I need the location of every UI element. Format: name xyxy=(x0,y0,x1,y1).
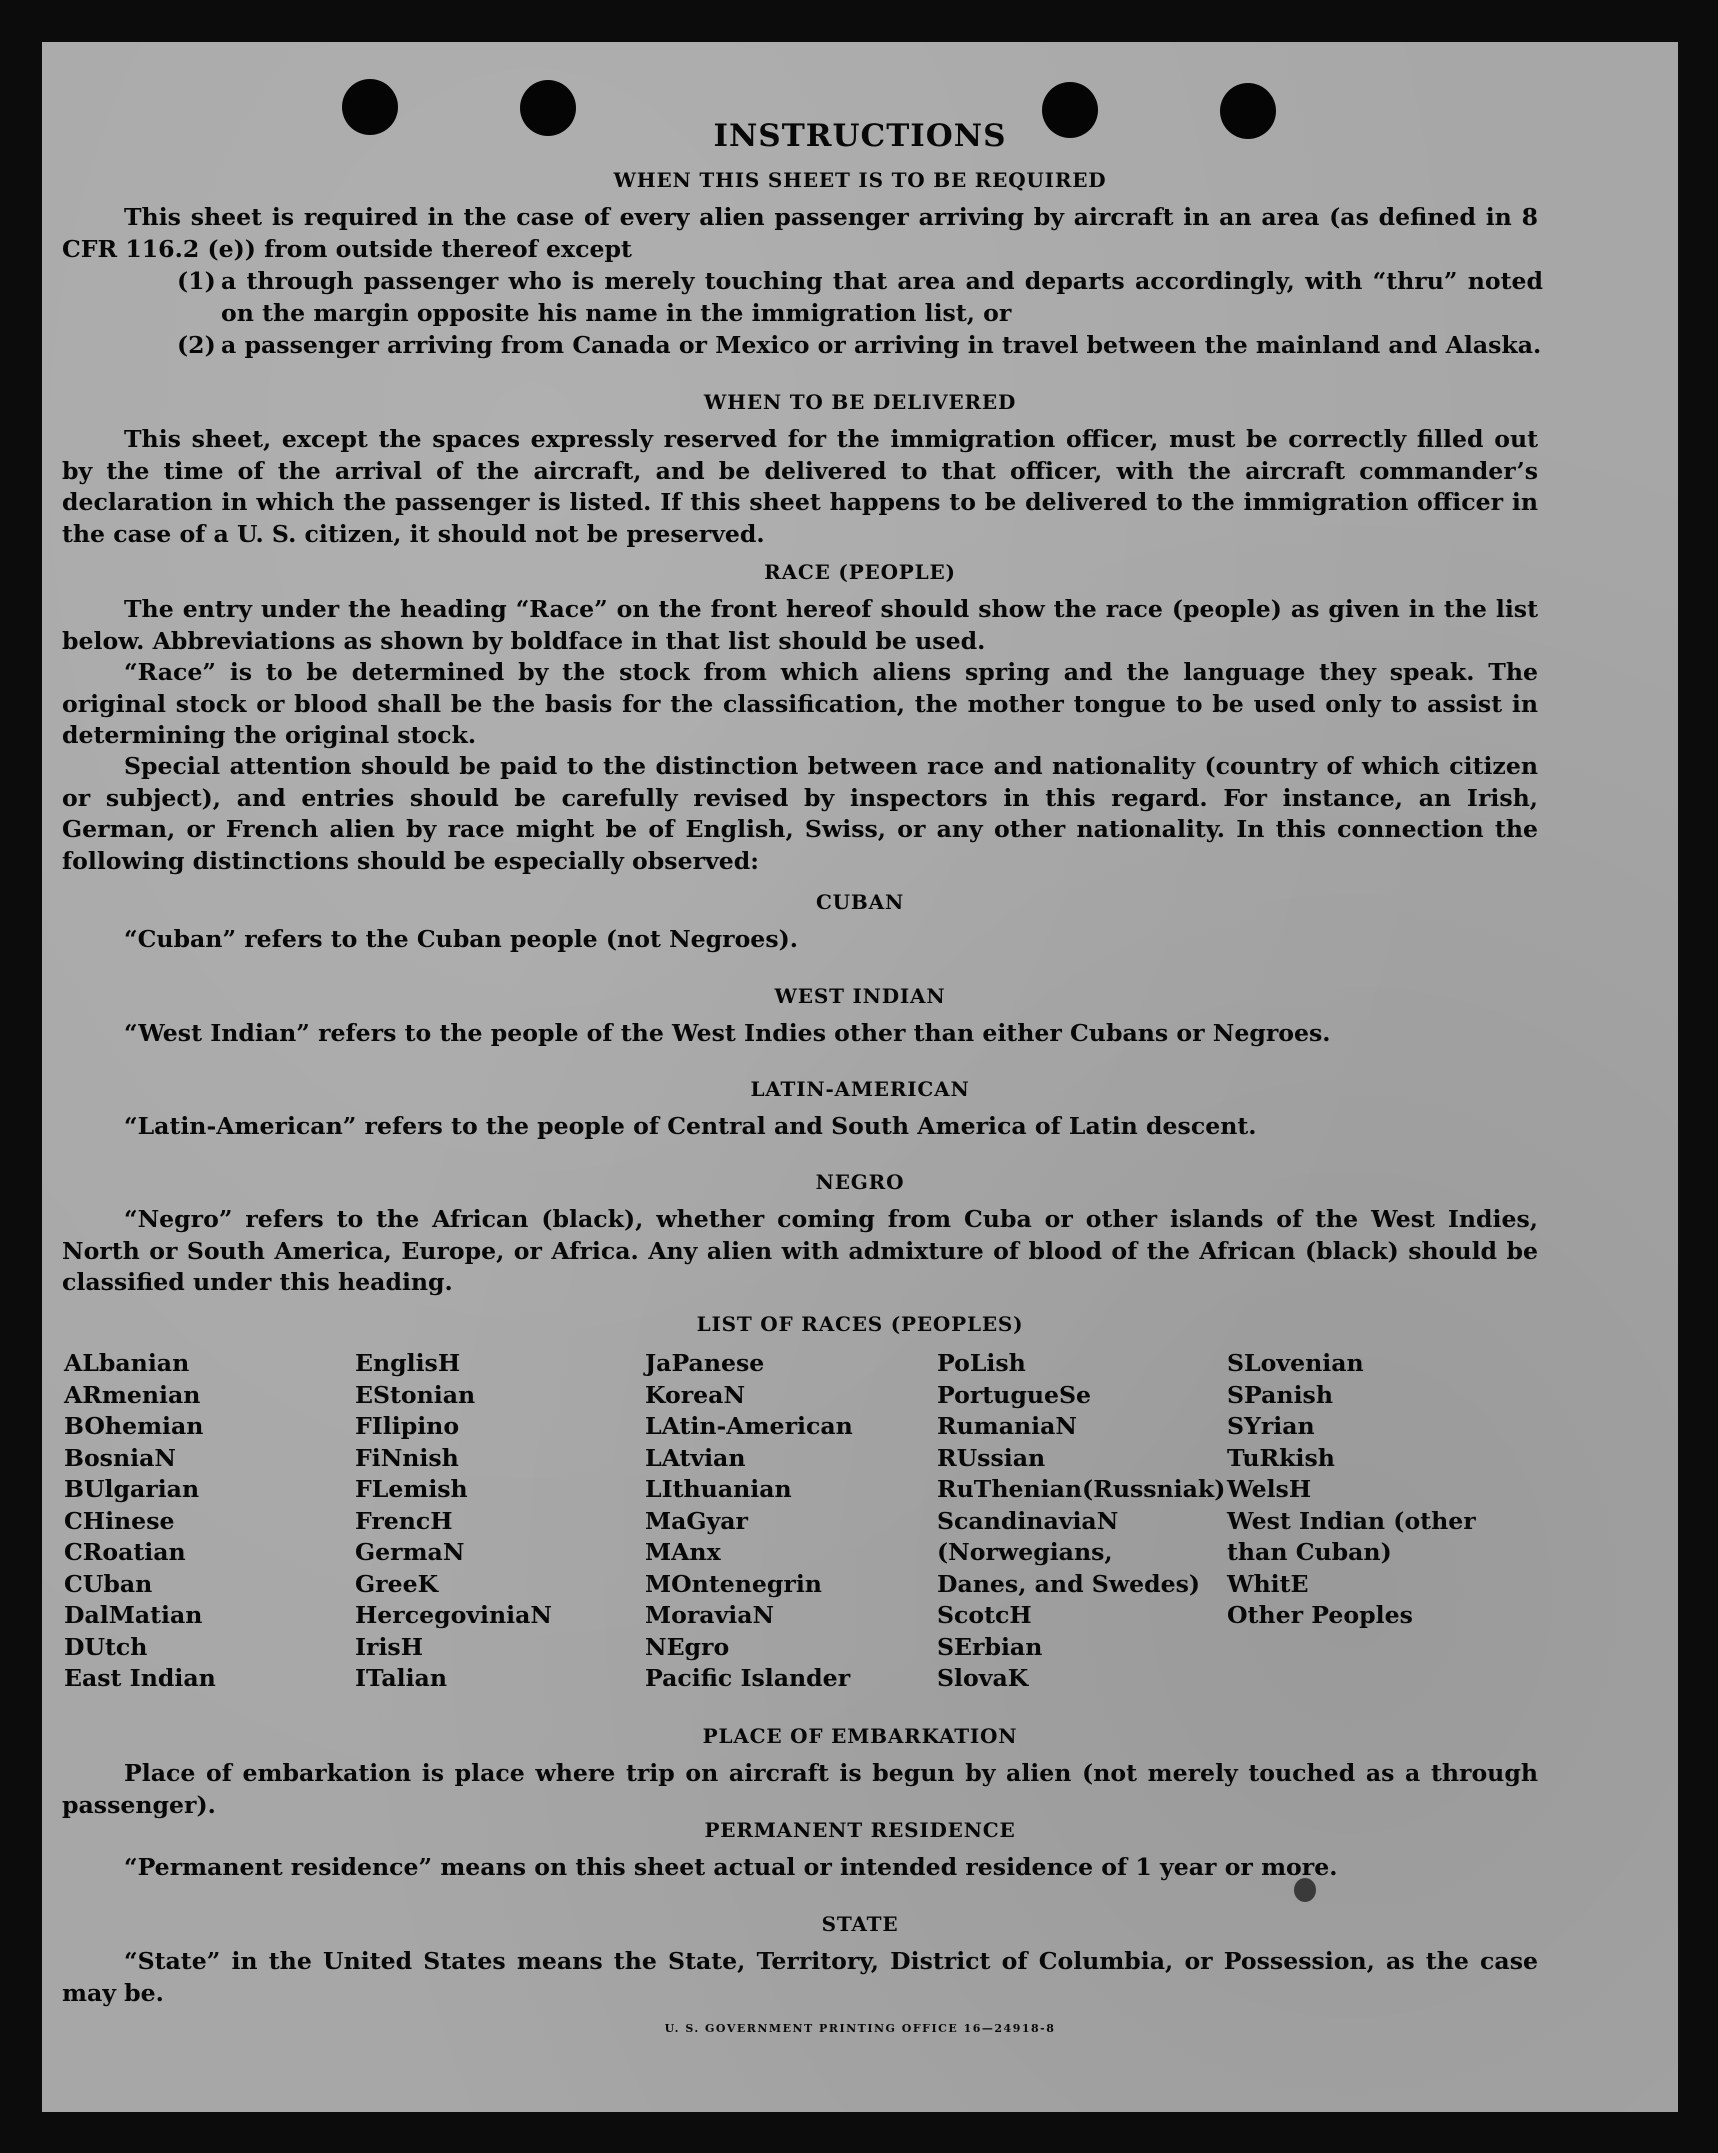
list-item xyxy=(177,330,1543,362)
heading-cuban: CUBAN xyxy=(815,890,905,914)
para-residence: “Permanent residence” means on this sheet actual or intended residence of 1 year or more. xyxy=(124,1853,1338,1881)
race-list-item: RumaniaN xyxy=(937,1412,1077,1440)
race-list-item: LIthuanian xyxy=(645,1475,792,1503)
race-list-item: DalMatian xyxy=(64,1601,203,1629)
heading-when-required: WHEN THIS SHEET IS TO BE REQUIRED xyxy=(613,168,1107,192)
race-list-item: NEgro xyxy=(645,1632,730,1661)
race-list-item: SLovenian xyxy=(1227,1349,1364,1377)
race-list-item: ITalian xyxy=(355,1664,447,1692)
instruction-sheet xyxy=(42,42,1678,2112)
race-list-item: BOhemian xyxy=(64,1412,204,1440)
race-list-item: CRoatian xyxy=(64,1538,186,1566)
heading-state: STATE xyxy=(821,1912,899,1936)
race-list-item: MOntenegrin xyxy=(645,1569,822,1598)
race-list-item: GermaN xyxy=(355,1538,465,1566)
list-item xyxy=(177,266,1543,329)
para-cuban: “Cuban” refers to the Cuban people (not Negroes). xyxy=(124,925,798,953)
race-list-item: Other Peoples xyxy=(1227,1601,1413,1629)
race-list-item: SlovaK xyxy=(937,1664,1029,1692)
para-race-3: Special attention should be paid to the distinction between race and nationality (country of which citizen or subject), and entries should be carefully revised by inspectors in this regard. For instance, an Irish, German, or French alien by race might be of English, Swiss, or any other nationality. In this connection the following distinctions should be especially observed: xyxy=(62,752,1538,875)
race-list-item: MaGyar xyxy=(645,1506,748,1535)
race-list-item: SErbian xyxy=(937,1632,1043,1661)
list-item-text: a passenger arriving from Canada or Mexico or arriving in travel between the mainland and Alaska. xyxy=(221,331,1542,359)
heading-embarkation: PLACE OF EMBARKATION xyxy=(702,1724,1018,1748)
para-when-delivered: This sheet, except the spaces expressly reserved for the immigration officer, must be correctly filled out by the time of the arrival of the aircraft, and be delivered to that officer, with the aircraft commander’s declaration in which the passenger is listed. If this sheet happens to be delivered to the immigration officer in the case of a U. S. citizen, it should not be preserved. xyxy=(62,425,1538,548)
race-list-item: HercegoviniaN xyxy=(355,1601,552,1629)
race-list-item: FLemish xyxy=(355,1475,468,1503)
race-column xyxy=(355,1348,655,1695)
race-column xyxy=(64,1348,364,1695)
para-embarkation: Place of embarkation is place where trip on aircraft is begun by alien (not merely touched as a through passenger). xyxy=(62,1759,1538,1819)
race-column xyxy=(1227,1348,1527,1632)
para-latin-american: “Latin-American” refers to the people of Central and South America of Latin descent. xyxy=(124,1112,1257,1140)
heading-latin-american: LATIN-AMERICAN xyxy=(750,1077,970,1101)
race-list-item: ALbanian xyxy=(64,1349,190,1377)
heading-residence: PERMANENT RESIDENCE xyxy=(704,1818,1016,1842)
race-list-item: PoLish xyxy=(937,1349,1026,1377)
race-list-item: FIlipino xyxy=(355,1412,460,1440)
race-list-item: SYrian xyxy=(1227,1412,1315,1440)
race-list-item: WhitE xyxy=(1227,1569,1309,1598)
race-list-item: BosniaN xyxy=(64,1443,176,1472)
race-list-item: RuThenian(Russniak) xyxy=(937,1475,1226,1503)
printer-imprint: U. S. GOVERNMENT PRINTING OFFICE 16—24918-8 xyxy=(664,2022,1056,2035)
para-race-2: “Race” is to be determined by the stock from which aliens spring and the language they speak. The original stock or blood shall be the basis for the classification, the mother tongue to be used only to assist in determining the original stock. xyxy=(62,658,1538,749)
para-race-1: The entry under the heading “Race” on the front hereof should show the race (people) as given in the list below. Abbreviations as shown by boldface in that list should be used. xyxy=(62,595,1538,655)
race-list-item: CHinese xyxy=(64,1506,175,1535)
heading-west-indian: WEST INDIAN xyxy=(774,984,946,1008)
race-list-item: JaPanese xyxy=(645,1349,765,1377)
race-list-item: BUlgarian xyxy=(64,1475,200,1503)
race-list-item: EnglisH xyxy=(355,1349,461,1377)
heading-when-delivered: WHEN TO BE DELIVERED xyxy=(703,390,1017,414)
list-item-number: (2) xyxy=(177,331,216,359)
race-list-item: MoraviaN xyxy=(645,1601,775,1629)
race-list-item: FiNnish xyxy=(355,1443,459,1472)
race-list-item: WelsH xyxy=(1227,1475,1312,1503)
para-negro: “Negro” refers to the African (black), whether coming from Cuba or other islands of the West Indies, North or South America, Europe, or Africa. Any alien with admixture of blood of the African (black) should be classified under this heading. xyxy=(62,1205,1538,1296)
race-list-item: KoreaN xyxy=(645,1380,746,1409)
race-list-item: MAnx xyxy=(645,1538,721,1566)
race-list-item: SPanish xyxy=(1227,1380,1333,1409)
race-list-item: RUssian xyxy=(937,1443,1046,1472)
race-list-item: Pacific Islander xyxy=(645,1664,851,1692)
race-list-item: TuRkish xyxy=(1227,1443,1335,1472)
race-list-item: East Indian xyxy=(64,1664,216,1692)
race-list-item: IrisH xyxy=(355,1632,424,1661)
list-item-text: a through passenger who is merely touching that area and departs accordingly, with “thru” noted on the margin opposite his name in the immigration list, or xyxy=(221,267,1543,327)
race-list-item: ARmenian xyxy=(64,1380,201,1409)
heading-list-of-races: LIST OF RACES (PEOPLES) xyxy=(696,1312,1024,1336)
race-list-item: DUtch xyxy=(64,1632,148,1661)
page-title: INSTRUCTIONS xyxy=(713,118,1007,154)
race-list-item: LAtvian xyxy=(645,1443,746,1472)
list-item-number: (1) xyxy=(177,267,216,295)
para-west-indian: “West Indian” refers to the people of the West Indies other than either Cubans or Negroes. xyxy=(124,1019,1331,1047)
race-list-item: West Indian (other than Cuban) xyxy=(1227,1506,1476,1566)
race-list-item: ScandinaviaN (Norwegians, Danes, and Swedes) xyxy=(937,1506,1201,1598)
race-list-item: EStonian xyxy=(355,1380,476,1409)
race-list-item: LAtin-American xyxy=(645,1412,853,1440)
race-list-item: GreeK xyxy=(355,1569,439,1598)
heading-negro: NEGRO xyxy=(815,1170,905,1194)
race-column xyxy=(645,1348,945,1695)
para-when-required: This sheet is required in the case of every alien passenger arriving by aircraft in an area (as defined in 8 CFR 116.2 (e)) from outside thereof except xyxy=(62,203,1538,263)
race-list-item: FrencH xyxy=(355,1506,453,1535)
race-list-item: PortugueSe xyxy=(937,1380,1092,1409)
race-list-item: ScotcH xyxy=(937,1601,1032,1629)
heading-race: RACE (PEOPLE) xyxy=(764,560,956,584)
race-column xyxy=(937,1348,1237,1695)
race-list-item: CUban xyxy=(64,1569,153,1598)
para-state: “State” in the United States means the State, Territory, District of Columbia, or Possession, as the case may be. xyxy=(62,1947,1538,2007)
